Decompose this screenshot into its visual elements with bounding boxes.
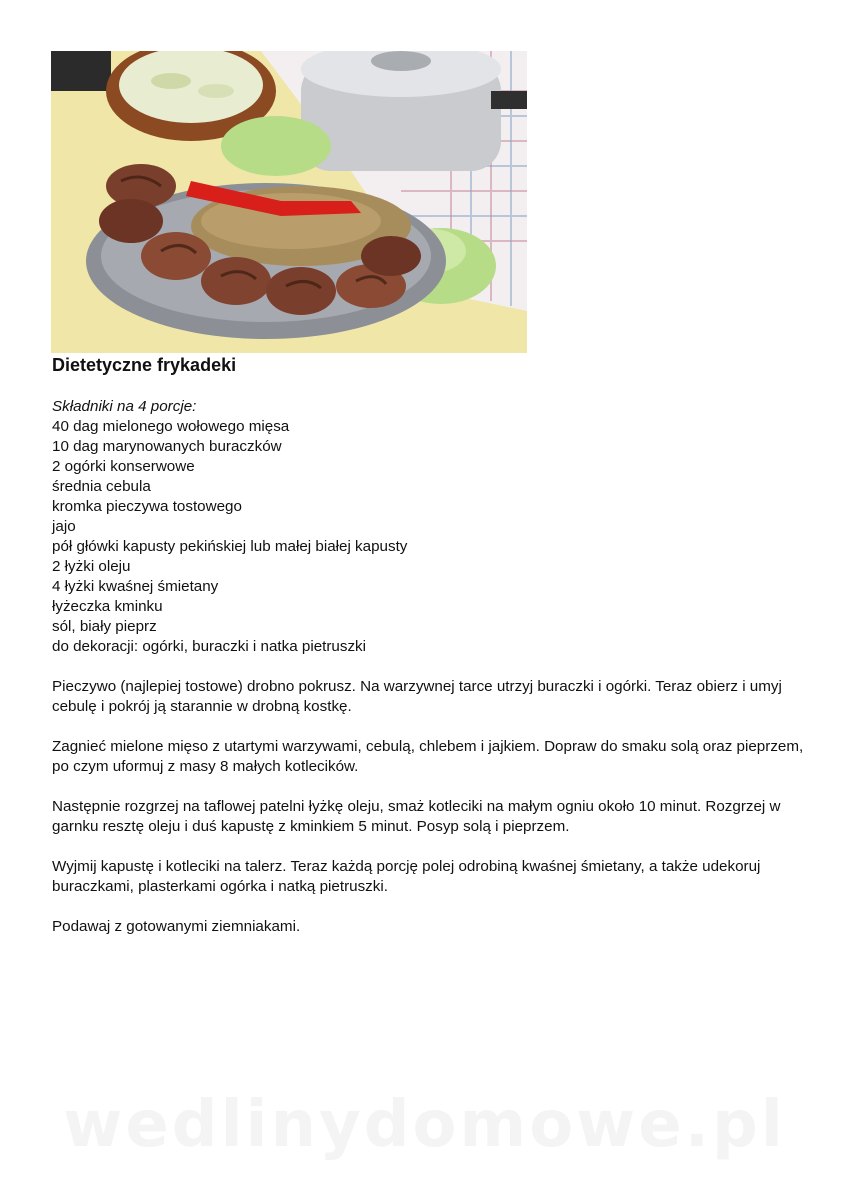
recipe-title: Dietetyczne frykadeki — [52, 355, 237, 375]
ingredient-item: łyżeczka kminku — [52, 598, 163, 615]
recipe-content — [52, 397, 812, 937]
ingredients-heading: Składniki na 4 porcje: — [52, 398, 197, 415]
pan-handle — [51, 51, 111, 91]
ingredient-item: kromka pieczywa tostowego — [52, 498, 242, 515]
step-paragraph: Wyjmij kapustę i kotleciki na talerz. Teraz każdą porcję polej odrobiną kwaśnej śmietany, a także udekoruj buraczkami, plasterkami ogórka i natką pietruszki. — [52, 858, 761, 895]
step-paragraph: Następnie rozgrzej na taflowej patelni łyżkę oleju, smaż kotleciki na małym ogniu około 10 minut. Rozgrzej w garnku resztę oleju i duś kapustę z kminkiem 5 minut. Posyp solą i pieprzem. — [52, 798, 781, 835]
lettuce-leaf — [221, 116, 331, 176]
ingredient-item: 40 dag mielonego wołowego mięsa — [52, 418, 290, 435]
recipe-photo — [51, 51, 527, 353]
ingredient-item: 10 dag marynowanych buraczków — [52, 438, 282, 455]
ingredient-item: pół główki kapusty pekińskiej lub małej białej kapusty — [52, 538, 408, 555]
step-paragraph: Pieczywo (najlepiej tostowe) drobno pokrusz. Na warzywnej tarce utrzyj buraczki i ogórki. Teraz obierz i umyj cebulę i pokrój ją starannie w drobną kostkę. — [52, 678, 782, 715]
ingredient-item: jajo — [52, 518, 76, 535]
ingredient-item: średnia cebula — [52, 478, 151, 495]
pot-handle — [491, 91, 527, 109]
ingredient-item: 2 ogórki konserwowe — [52, 458, 195, 475]
step-paragraph: Zagnieć mielone mięso z utartymi warzywami, cebulą, chlebem i jajkiem. Dopraw do smaku solą oraz pieprzem, po czym uformuj z masy 8 małych kotlecików. — [52, 738, 804, 775]
watermark: wedlinydomowe.pl — [63, 1088, 786, 1162]
ingredient-item: 4 łyżki kwaśnej śmietany — [52, 578, 219, 595]
step-paragraph: Podawaj z gotowanymi ziemniakami. — [52, 918, 301, 935]
ingredient-item: 2 łyżki oleju — [52, 558, 131, 575]
ingredient-item: do dekoracji: ogórki, buraczki i natka pietruszki — [52, 638, 367, 655]
ingredient-item: sól, biały pieprz — [52, 618, 157, 635]
ingredients-list — [52, 417, 812, 657]
dish-illustration — [51, 51, 527, 353]
